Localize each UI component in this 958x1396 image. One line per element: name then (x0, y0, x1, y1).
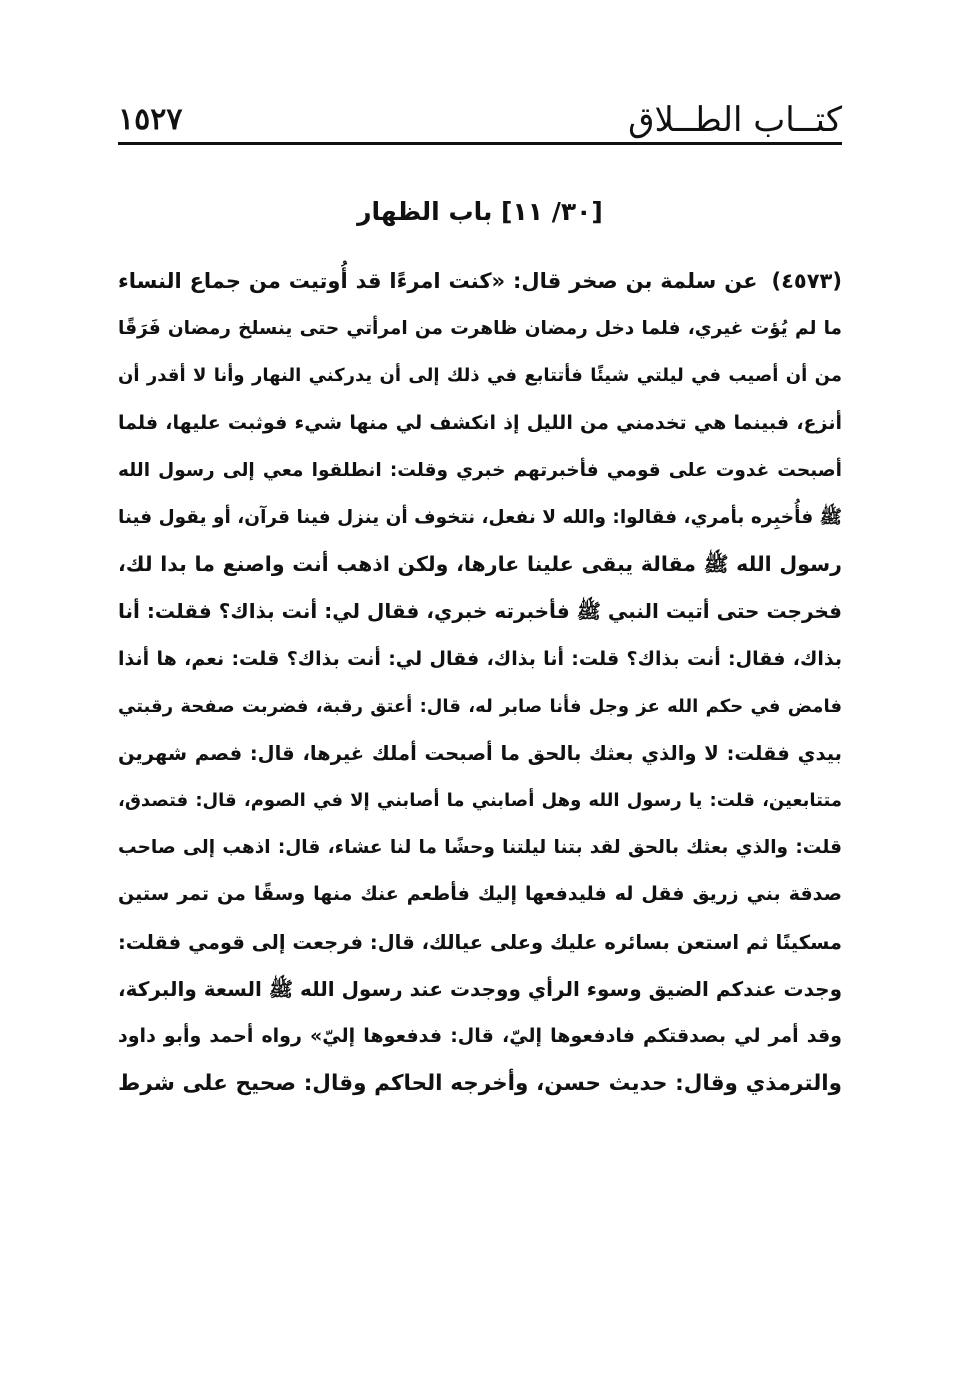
text-line: ﷺ فأُخبِره بأمري، فقالوا: والله لا نفعل، نتخوف أن ينزل فينا قرآن، أو يقول فينا (118, 506, 842, 528)
text-line: والترمذي وقال: حديث حسن، وأخرجه الحاكم وقال: صحيح على شرط (118, 1071, 842, 1097)
text-line: مسكينًا ثم استعن بسائره عليك وعلى عيالك، قال: فرجعت إلى قومي فقلت: (118, 930, 842, 954)
text-line: صدقة بني زريق فقل له فليدفعها إليك فأطعم عنك منها وسقًا من تمر ستين (118, 883, 842, 906)
text-line: أنزع، فبينما هي تخدمني من الليل إذ انكشف لي منها شيء فوثبت عليها، فلما (118, 411, 842, 434)
text-line: متتابعين، قلت: يا رسول الله وهل أصابني ما أصابني إلا في الصوم، قال: فتصدق، (118, 790, 842, 812)
running-header (118, 92, 842, 140)
hadith-text (118, 258, 842, 1107)
text-line: أصبحت غدوت على قومي فأخبرتهم خبري وقلت: انطلقوا معي إلى رسول الله (118, 459, 842, 481)
text-line-content: عن سلمة بن صخر قال: «كنت امرءًا قد أُوتيت من جماع النساء (118, 269, 758, 293)
text-line: فخرجت حتى أتيت النبي ﷺ فأخبرته خبري، فقال لي: أنت بذاك؟ فقلت: أنا (118, 599, 842, 624)
text-line: بيدي فقلت: لا والذي بعثك بالحق ما أصبحت أملك غيرها، قال: فصم شهرين (118, 741, 842, 765)
text-line (118, 258, 842, 305)
text-line: ما لم يُؤت غيري، فلما دخل رمضان ظاهرت من امرأتي حتى ينسلخ رمضان فَرَقًا (118, 318, 842, 340)
text-line: وجدت عندكم الضيق وسوء الرأي ووجدت عند رسول الله ﷺ السعة والبركة، (118, 976, 842, 1001)
header-rule (118, 142, 842, 145)
chapter-heading: [٣٠/ ١١] باب الظهار (357, 197, 603, 226)
text-line: فامض في حكم الله عز وجل فأنا صابر له، قال: أعتق رقبة، فضربت صفحة رقبتي (118, 695, 842, 717)
text-line: رسول الله ﷺ مقالة يبقى علينا عارها، ولكن اذهب أنت واصنع ما بدا لك، (118, 552, 842, 577)
text-line: من أن أصيب في ليلتي شيئًا فأتتابع في ذلك إلى أن يدركني النهار وأنا لا أقدر أن (118, 365, 842, 387)
book-title: كتــاب الطــلاق (628, 100, 842, 140)
text-line: بذاك، فقال: أنت بذاك؟ قلت: أنا بذاك، فقال لي: أنت بذاك؟ قلت: نعم، ها أنذا (118, 647, 842, 670)
hadith-number: (٤٥٧٣) (771, 269, 842, 293)
text-line: وقد أمر لي بصدقتكم فادفعوها إليّ، قال: فدفعوها إليّ» رواه أحمد وأبو داود (118, 1025, 842, 1047)
text-line: قلت: والذي بعثك بالحق لقد بتنا ليلتنا وحشًا ما لنا عشاء، قال: اذهب إلى صاحب (118, 837, 842, 859)
page-number: ١٥٢٧ (118, 102, 183, 137)
